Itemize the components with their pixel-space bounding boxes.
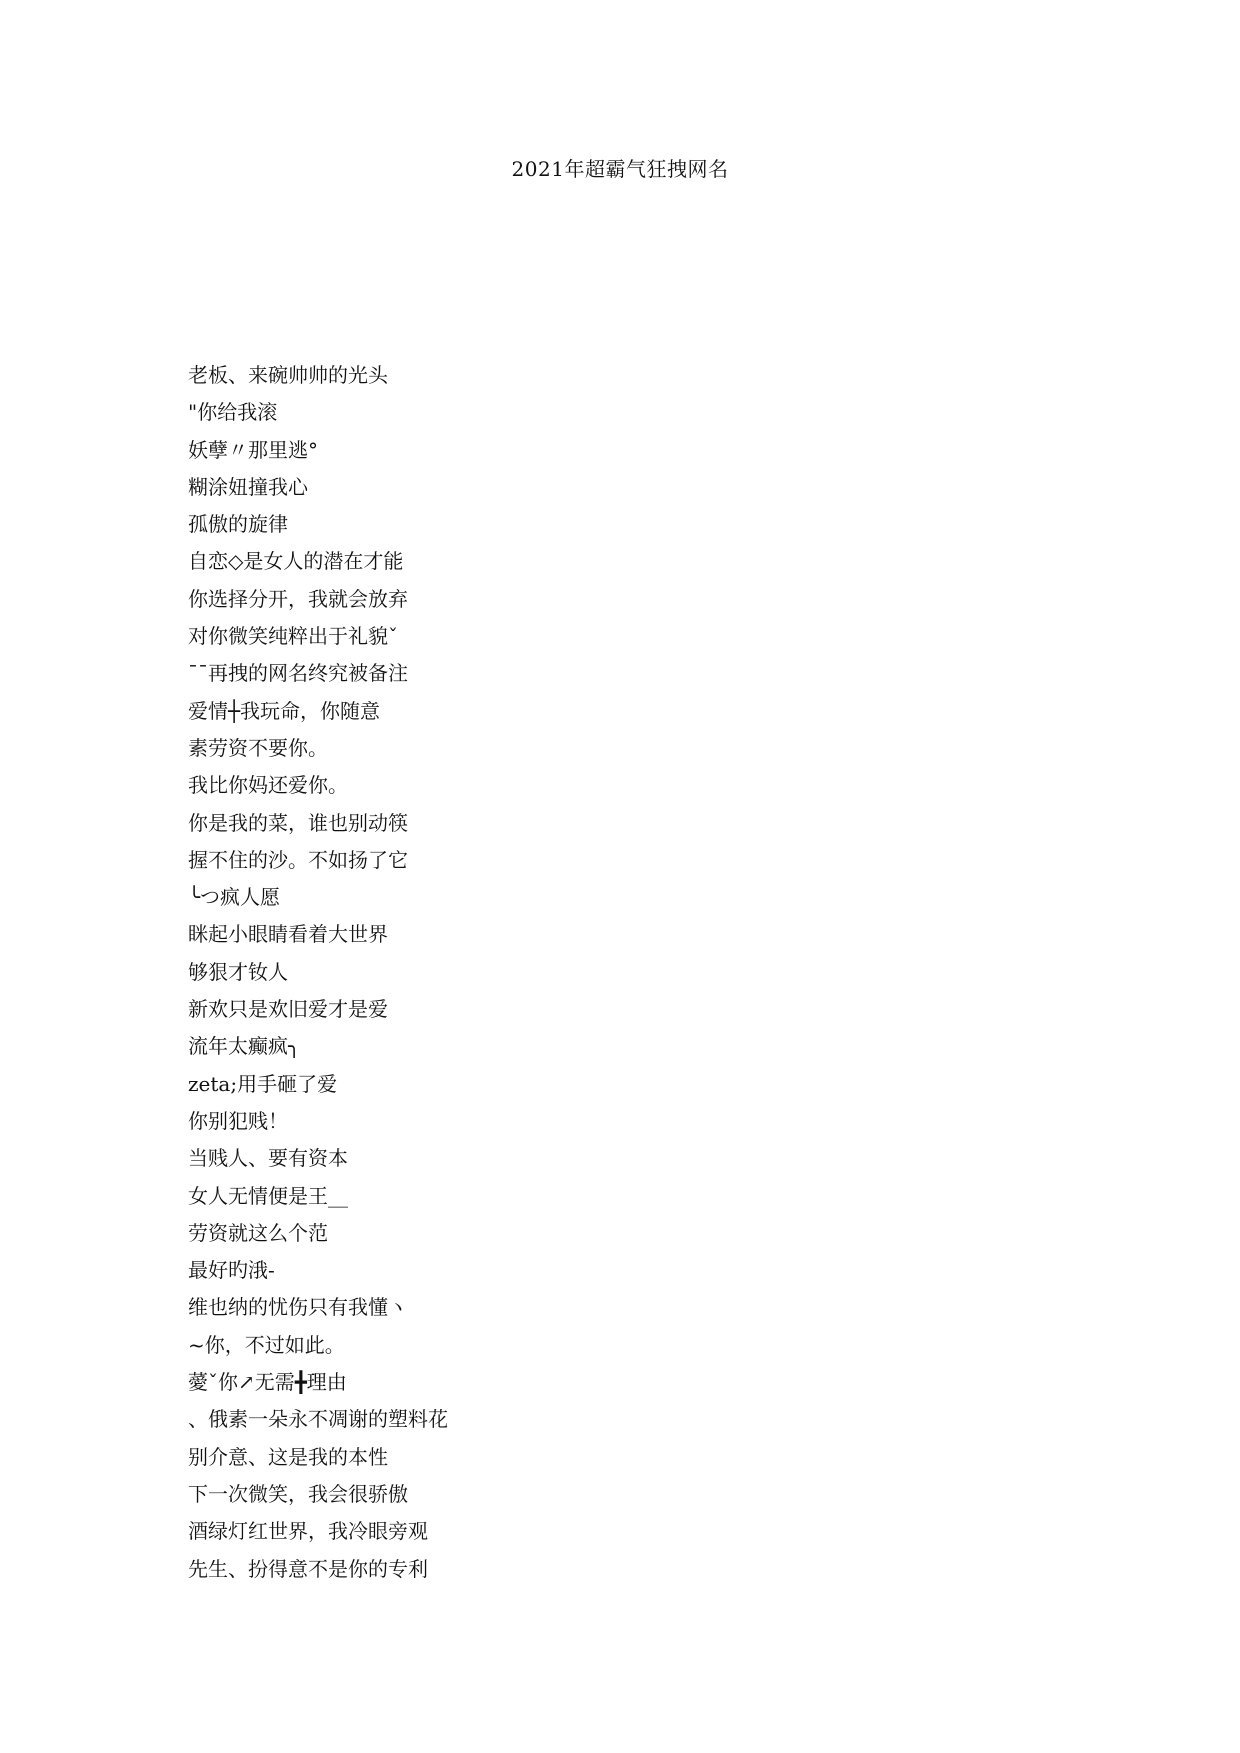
list-item: 女人无情便是王__ (188, 1183, 348, 1208)
list-item: 别介意、这是我的本性 (188, 1444, 388, 1469)
list-item: 你选择分开，我就会放弃 (188, 586, 408, 611)
list-item: 素劳资不要你。 (188, 735, 328, 760)
list-item: 老板、来碗帅帅的光头 (188, 363, 388, 387)
list-item: 流年太癫疯╮ (188, 1034, 301, 1059)
list-item: 下一次微笑，我会很骄傲 (188, 1481, 408, 1506)
list-item: 眯起小眼睛看着大世界 (188, 922, 388, 947)
list-item: 先生、扮得意不是你的专利 (188, 1556, 428, 1581)
list-item: 维也纳的忧伤只有我懂ヽ (188, 1295, 408, 1320)
name-list (188, 357, 448, 1588)
list-item: 握不住的沙。不如扬了它 (188, 847, 408, 872)
list-item: 孤傲的旋律 (188, 512, 288, 537)
list-item: ~你，不过如此。 (188, 1332, 345, 1357)
list-item: zeta;用手砸了爱 (188, 1071, 338, 1096)
list-item: 、俄素一朵永不凋谢的塑料花 (188, 1407, 448, 1432)
list-item: 劳资就这么个范 (188, 1220, 328, 1245)
list-item: 薆ˇ你↗无需╋理由 (188, 1370, 347, 1395)
list-item: 最好旳涐- (188, 1258, 275, 1283)
list-item: 爱情┼我玩命，你随意 (188, 698, 381, 723)
list-item: 我比你妈还爱你。 (188, 773, 348, 798)
list-item: 对你微笑纯粹出于礼貌ˇ (188, 624, 398, 649)
list-item: ╰つ疯人愿 (188, 885, 281, 910)
page-title: 2021年超霸气狂拽网名 (511, 157, 729, 181)
list-item: 糊涂妞撞我心 (188, 474, 308, 499)
list-item: ¯¯再拽的网名终究被备注 (188, 661, 408, 686)
list-item: 新欢只是欢旧爱才是爱 (188, 997, 388, 1022)
list-item: "你给我滚 (188, 400, 278, 425)
list-item: 自恋◇是女人的潜在才能 (188, 549, 404, 574)
list-item: 你是我的菜，谁也别动筷 (188, 810, 408, 835)
list-item: 酒绿灯红世界，我冷眼旁观 (188, 1519, 428, 1544)
list-item: 妖孽〃那里逃° (188, 437, 318, 462)
list-item: 你别犯贱！ (188, 1108, 288, 1133)
list-item: 够狠才钕人 (188, 959, 288, 984)
list-item: 当贱人、要有资本 (188, 1146, 348, 1171)
